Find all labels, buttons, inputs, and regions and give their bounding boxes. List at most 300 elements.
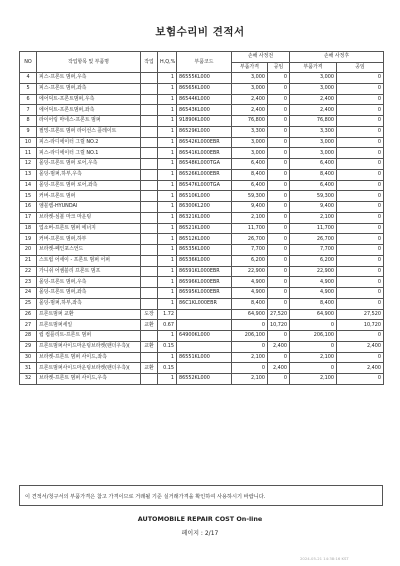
row-before-price: 0: [232, 320, 268, 331]
row-no: 22: [20, 266, 37, 277]
table-row: [20, 191, 384, 202]
row-no: 21: [20, 255, 37, 266]
row-no: 4: [20, 73, 37, 84]
row-after-price: 3,300: [290, 126, 337, 137]
row-item: 라이어링 마네스-프론트 범퍼: [37, 116, 141, 127]
row-before-price: 3,000: [232, 137, 268, 148]
table-row: [20, 94, 384, 105]
row-after-price: 76,800: [290, 116, 337, 127]
row-code: 86521KL000: [177, 223, 232, 234]
row-before-price: 2,100: [232, 374, 268, 385]
row-before-labor: 0: [268, 191, 290, 202]
row-item: 몰딩-프론트 범퍼 로어,우측: [37, 159, 141, 170]
row-item: 몰딩-프론트 범퍼,우측: [37, 277, 141, 288]
table-row: [20, 245, 384, 256]
row-after-price: 3,000: [290, 148, 337, 159]
row-before-price: 64,900: [232, 309, 268, 320]
row-work: [141, 223, 158, 234]
row-before-labor: 0: [268, 298, 290, 309]
row-after-price: 2,100: [290, 374, 337, 385]
row-before-labor: 0: [268, 105, 290, 116]
row-before-price: 0: [232, 363, 268, 374]
row-hqty: 1: [158, 116, 177, 127]
row-item: 프론트범퍼사이드마운팅브라켓(팬더우측)(: [37, 363, 141, 374]
row-before-labor: 27,520: [268, 309, 290, 320]
table-row: [20, 105, 384, 116]
table-row: [20, 277, 384, 288]
row-after-labor: 0: [337, 202, 384, 213]
row-hqty: 1: [158, 159, 177, 170]
footer-title: AUTOMOBILE REPAIR COST On-line: [137, 515, 263, 523]
row-item: 몰딩-범퍼,하부,우측: [37, 169, 141, 180]
row-no: 32: [20, 374, 37, 385]
row-after-price: 6,400: [290, 180, 337, 191]
row-after-labor: 0: [337, 73, 384, 84]
row-work: [141, 191, 158, 202]
row-after-labor: 2,400: [337, 341, 384, 352]
table-row: [20, 169, 384, 180]
row-before-labor: 10,720: [268, 320, 290, 331]
row-work: [141, 255, 158, 266]
row-item: 가니쉬 어셈블리 프론트 범프: [37, 266, 141, 277]
row-before-labor: 0: [268, 126, 290, 137]
row-after-labor: 0: [337, 374, 384, 385]
header-after-price: 부품가격: [290, 62, 337, 73]
row-after-labor: 0: [337, 266, 384, 277]
page-number: 페이지 : 2/17: [181, 530, 219, 537]
row-work: [141, 202, 158, 213]
row-after-price: 6,200: [290, 255, 337, 266]
row-item: 브라켓-프론트 범퍼 사이드,우측: [37, 374, 141, 385]
row-after-price: 0: [290, 320, 337, 331]
row-item: 프론트범퍼사이드마운팅브라켓(팬더우측)(: [37, 341, 141, 352]
row-hqty: 1: [158, 245, 177, 256]
row-no: 20: [20, 245, 37, 256]
row-before-labor: 0: [268, 223, 290, 234]
row-hqty: 1.72: [158, 309, 177, 320]
table-row: [20, 266, 384, 277]
row-work: [141, 126, 158, 137]
row-after-price: 4,900: [290, 288, 337, 299]
row-code: 86544KL000: [177, 94, 232, 105]
row-after-price: 2,100: [290, 352, 337, 363]
row-after-price: 206,100: [290, 331, 337, 342]
row-code: 86300KL200: [177, 202, 232, 213]
row-code: [177, 341, 232, 352]
row-after-price: 59,300: [290, 191, 337, 202]
row-no: 18: [20, 223, 37, 234]
row-no: 6: [20, 94, 37, 105]
row-no: 11: [20, 148, 37, 159]
row-work: [141, 159, 158, 170]
header-hqty: H,Q,%: [158, 52, 177, 73]
header-work: 작업: [141, 52, 158, 73]
row-hqty: 1: [158, 148, 177, 159]
row-code: 86596KL000EBR: [177, 277, 232, 288]
row-no: 9: [20, 126, 37, 137]
row-before-labor: 0: [268, 266, 290, 277]
row-before-labor: 0: [268, 94, 290, 105]
row-before-labor: 0: [268, 180, 290, 191]
row-code: 86542KL000EBR: [177, 137, 232, 148]
table-row: [20, 363, 384, 374]
row-after-labor: 0: [337, 126, 384, 137]
row-no: 14: [20, 180, 37, 191]
row-after-price: 3,000: [290, 73, 337, 84]
row-before-labor: 0: [268, 169, 290, 180]
row-work: [141, 245, 158, 256]
row-code: 86547KL000TGA: [177, 180, 232, 191]
row-work: 도장: [141, 309, 158, 320]
row-before-price: 2,400: [232, 94, 268, 105]
row-no: 23: [20, 277, 37, 288]
table-row: [20, 374, 384, 385]
row-after-price: 0: [290, 341, 337, 352]
row-work: [141, 266, 158, 277]
header-no: NO: [20, 52, 37, 73]
header-item: 작업항목 및 부품명: [37, 52, 141, 73]
row-code: [177, 320, 232, 331]
row-before-price: 11,700: [232, 223, 268, 234]
table-row: [20, 223, 384, 234]
row-after-labor: 0: [337, 83, 384, 94]
table-row: [20, 116, 384, 127]
row-hqty: 1: [158, 169, 177, 180]
row-before-labor: 2,400: [268, 341, 290, 352]
row-after-price: 26,700: [290, 234, 337, 245]
row-code: 86541KL000EBR: [177, 148, 232, 159]
row-work: [141, 352, 158, 363]
row-after-labor: 10,720: [337, 320, 384, 331]
row-item: 브라켓-심볼 마크 마운팅: [37, 212, 141, 223]
row-hqty: 1: [158, 191, 177, 202]
row-before-price: 2,100: [232, 352, 268, 363]
row-after-labor: 0: [337, 298, 384, 309]
row-hqty: 1: [158, 73, 177, 84]
row-work: [141, 288, 158, 299]
row-before-price: 2,100: [232, 212, 268, 223]
table-row: [20, 126, 384, 137]
table-row: [20, 148, 384, 159]
row-item: 엠블렘-HYUNDAI: [37, 202, 141, 213]
row-hqty: 1: [158, 234, 177, 245]
row-before-labor: 0: [268, 212, 290, 223]
row-before-labor: 2,400: [268, 363, 290, 374]
row-hqty: 1: [158, 202, 177, 213]
row-item: 피스-라디에이터 그릴 NO.1: [37, 148, 141, 159]
row-code: 86510KL000: [177, 191, 232, 202]
header-before-price: 부품가격: [232, 62, 268, 73]
row-hqty: 0.15: [158, 363, 177, 374]
row-work: [141, 137, 158, 148]
row-before-price: 8,400: [232, 298, 268, 309]
row-before-price: 2,400: [232, 105, 268, 116]
row-item: 프론트범퍼세일: [37, 320, 141, 331]
document-title: 보험수리비 견적서: [155, 26, 245, 38]
row-before-labor: 0: [268, 374, 290, 385]
row-no: 5: [20, 83, 37, 94]
row-before-price: 8,400: [232, 169, 268, 180]
header-code: 부품코드: [177, 52, 232, 73]
row-no: 12: [20, 159, 37, 170]
row-after-labor: 0: [337, 277, 384, 288]
row-after-price: 0: [290, 363, 337, 374]
row-after-labor: 0: [337, 234, 384, 245]
row-no: 16: [20, 202, 37, 213]
row-item: 피스-라디에이터 그릴 NO.2: [37, 137, 141, 148]
row-before-labor: 0: [268, 83, 290, 94]
row-after-labor: 0: [337, 94, 384, 105]
row-item: 에어덕트-프론트범퍼,좌측: [37, 105, 141, 116]
row-work: [141, 83, 158, 94]
row-code: 86C1KL000EBR: [177, 298, 232, 309]
row-work: [141, 298, 158, 309]
row-after-labor: 0: [337, 159, 384, 170]
row-before-price: 6,200: [232, 255, 268, 266]
table-row: [20, 320, 384, 331]
row-code: 86591KL000EBR: [177, 266, 232, 277]
row-before-price: 26,700: [232, 234, 268, 245]
row-before-price: 9,400: [232, 202, 268, 213]
row-before-labor: 0: [268, 148, 290, 159]
row-hqty: 1: [158, 126, 177, 137]
row-item: 필밍-프론트 범퍼 라이선스 플레이트: [37, 126, 141, 137]
row-after-labor: 0: [337, 288, 384, 299]
row-hqty: 1: [158, 266, 177, 277]
row-code: 86548KL000TGA: [177, 159, 232, 170]
row-before-price: 3,000: [232, 73, 268, 84]
row-after-price: 11,700: [290, 223, 337, 234]
row-work: [141, 116, 158, 127]
row-before-price: 22,900: [232, 266, 268, 277]
row-work: [141, 180, 158, 191]
row-before-labor: 0: [268, 73, 290, 84]
row-after-price: 2,100: [290, 212, 337, 223]
row-before-price: 4,900: [232, 288, 268, 299]
row-no: 15: [20, 191, 37, 202]
row-before-price: 3,000: [232, 148, 268, 159]
row-hqty: 1: [158, 105, 177, 116]
row-hqty: 0.15: [158, 341, 177, 352]
row-after-labor: 0: [337, 180, 384, 191]
row-after-labor: 0: [337, 245, 384, 256]
row-before-price: 76,800: [232, 116, 268, 127]
row-after-labor: 0: [337, 191, 384, 202]
row-item: 몰딩-범퍼,하부,좌측: [37, 298, 141, 309]
row-work: [141, 148, 158, 159]
row-item: 업소버-프론트 범퍼 에너지: [37, 223, 141, 234]
row-after-price: 9,400: [290, 202, 337, 213]
row-item: 몰딩-프론트 범퍼 로어,좌측: [37, 180, 141, 191]
row-code: 86529KL000: [177, 126, 232, 137]
row-after-price: 2,400: [290, 105, 337, 116]
row-code: 86565KL000: [177, 83, 232, 94]
row-item: 커버-프론트 범퍼,하부: [37, 234, 141, 245]
row-work: 교환: [141, 341, 158, 352]
row-no: 10: [20, 137, 37, 148]
table-row: [20, 331, 384, 342]
row-after-labor: 0: [337, 105, 384, 116]
row-hqty: 1: [158, 352, 177, 363]
table-row: [20, 298, 384, 309]
row-no: 17: [20, 212, 37, 223]
row-code: 86543KL000: [177, 105, 232, 116]
row-no: 30: [20, 352, 37, 363]
table-row: [20, 83, 384, 94]
row-code: 86551KL000: [177, 352, 232, 363]
row-after-price: 4,900: [290, 277, 337, 288]
row-before-labor: 0: [268, 331, 290, 342]
table-row: [20, 137, 384, 148]
row-no: 25: [20, 298, 37, 309]
row-work: [141, 105, 158, 116]
table-row: [20, 212, 384, 223]
row-code: 86535KL000: [177, 245, 232, 256]
row-after-labor: 27,520: [337, 309, 384, 320]
row-code: 64900KL000: [177, 331, 232, 342]
table-row: [20, 255, 384, 266]
row-hqty: 1: [158, 374, 177, 385]
row-hqty: 1: [158, 180, 177, 191]
row-after-price: 3,000: [290, 137, 337, 148]
estimate-table: [19, 51, 384, 385]
print-timestamp: 2024-05-21 14:38:16 KST: [300, 556, 349, 561]
row-hqty: 1: [158, 331, 177, 342]
header-after-labor: 공임: [337, 62, 384, 73]
row-code: [177, 363, 232, 374]
row-work: [141, 374, 158, 385]
row-no: 19: [20, 234, 37, 245]
row-work: [141, 169, 158, 180]
row-item: 피스-프론트 범퍼,우측: [37, 73, 141, 84]
row-after-labor: 0: [337, 331, 384, 342]
table-row: [20, 341, 384, 352]
row-work: [141, 94, 158, 105]
row-hqty: 1: [158, 277, 177, 288]
row-before-price: 4,900: [232, 277, 268, 288]
row-no: 27: [20, 320, 37, 331]
row-code: 86512KL000: [177, 234, 232, 245]
row-after-labor: 0: [337, 148, 384, 159]
table-header-row: [20, 52, 384, 63]
row-after-labor: 0: [337, 137, 384, 148]
table-row: [20, 180, 384, 191]
row-before-price: 59,300: [232, 191, 268, 202]
row-before-price: 7,700: [232, 245, 268, 256]
table-row: [20, 159, 384, 170]
row-before-labor: 0: [268, 288, 290, 299]
table-row: [20, 352, 384, 363]
row-before-labor: 0: [268, 277, 290, 288]
row-work: [141, 73, 158, 84]
row-item: 커버-프론트 범퍼: [37, 191, 141, 202]
row-before-labor: 0: [268, 245, 290, 256]
row-before-labor: 0: [268, 137, 290, 148]
row-no: 28: [20, 331, 37, 342]
row-item: 스트립 어세이 - 프론트 범퍼 어퍼: [37, 255, 141, 266]
row-hqty: 1: [158, 94, 177, 105]
row-before-labor: 0: [268, 352, 290, 363]
header-before-labor: 공임: [268, 62, 290, 73]
row-work: [141, 212, 158, 223]
row-hqty: 1: [158, 137, 177, 148]
header-after: 손해 사정후: [290, 52, 384, 63]
row-code: 86321KL000: [177, 212, 232, 223]
table-row: [20, 234, 384, 245]
row-after-labor: 0: [337, 223, 384, 234]
disclaimer-note: 이 견적서/청구서의 부품가격은 참고 가격이므로 거래될 기준 실거래가격을 확인하여 사용하시기 바랍니다.: [19, 485, 383, 506]
row-before-price: 3,300: [232, 126, 268, 137]
row-code: 86526KL000EBR: [177, 169, 232, 180]
row-after-price: 8,400: [290, 298, 337, 309]
row-work: [141, 234, 158, 245]
row-item: 에어덕트-프론트범퍼,우측: [37, 94, 141, 105]
row-after-price: 7,700: [290, 245, 337, 256]
row-before-price: 3,000: [232, 83, 268, 94]
row-code: [177, 309, 232, 320]
row-no: 31: [20, 363, 37, 374]
row-code: 86552KL000: [177, 374, 232, 385]
row-no: 8: [20, 116, 37, 127]
row-after-labor: 0: [337, 169, 384, 180]
row-code: 86555KL000: [177, 73, 232, 84]
row-no: 7: [20, 105, 37, 116]
row-code: 86536KL000: [177, 255, 232, 266]
row-work: [141, 277, 158, 288]
row-work: 교환: [141, 363, 158, 374]
row-hqty: 0.67: [158, 320, 177, 331]
row-before-price: 6,400: [232, 159, 268, 170]
row-after-price: 3,000: [290, 83, 337, 94]
row-after-price: 6,400: [290, 159, 337, 170]
row-item: 피스-프론트 범퍼,좌측: [37, 83, 141, 94]
row-hqty: 1: [158, 223, 177, 234]
row-no: 29: [20, 341, 37, 352]
row-before-labor: 0: [268, 116, 290, 127]
row-after-price: 22,900: [290, 266, 337, 277]
row-after-price: 64,900: [290, 309, 337, 320]
row-before-labor: 0: [268, 159, 290, 170]
table-row: [20, 73, 384, 84]
row-code: 91890KL000: [177, 116, 232, 127]
row-item: 프론트범퍼 교환: [37, 309, 141, 320]
table-row: [20, 202, 384, 213]
table-row: [20, 309, 384, 320]
row-before-price: 6,400: [232, 180, 268, 191]
row-item: 립 컵플리트-프론트 범퍼: [37, 331, 141, 342]
row-hqty: 1: [158, 212, 177, 223]
row-after-price: 8,400: [290, 169, 337, 180]
row-work: 교환: [141, 320, 158, 331]
row-item: 브라켓-프론트 범퍼 사이드,좌측: [37, 352, 141, 363]
row-after-labor: 0: [337, 255, 384, 266]
row-hqty: 1: [158, 83, 177, 94]
header-before: 손해 사정전: [232, 52, 290, 63]
row-after-price: 2,400: [290, 94, 337, 105]
row-before-labor: 0: [268, 234, 290, 245]
row-after-labor: 0: [337, 116, 384, 127]
row-no: 24: [20, 288, 37, 299]
row-before-labor: 0: [268, 202, 290, 213]
row-after-labor: 0: [337, 212, 384, 223]
row-code: 86595KL000EBR: [177, 288, 232, 299]
row-before-price: 0: [232, 341, 268, 352]
row-before-price: 206,100: [232, 331, 268, 342]
row-hqty: 1: [158, 298, 177, 309]
row-hqty: 1: [158, 255, 177, 266]
row-before-labor: 0: [268, 255, 290, 266]
row-no: 26: [20, 309, 37, 320]
